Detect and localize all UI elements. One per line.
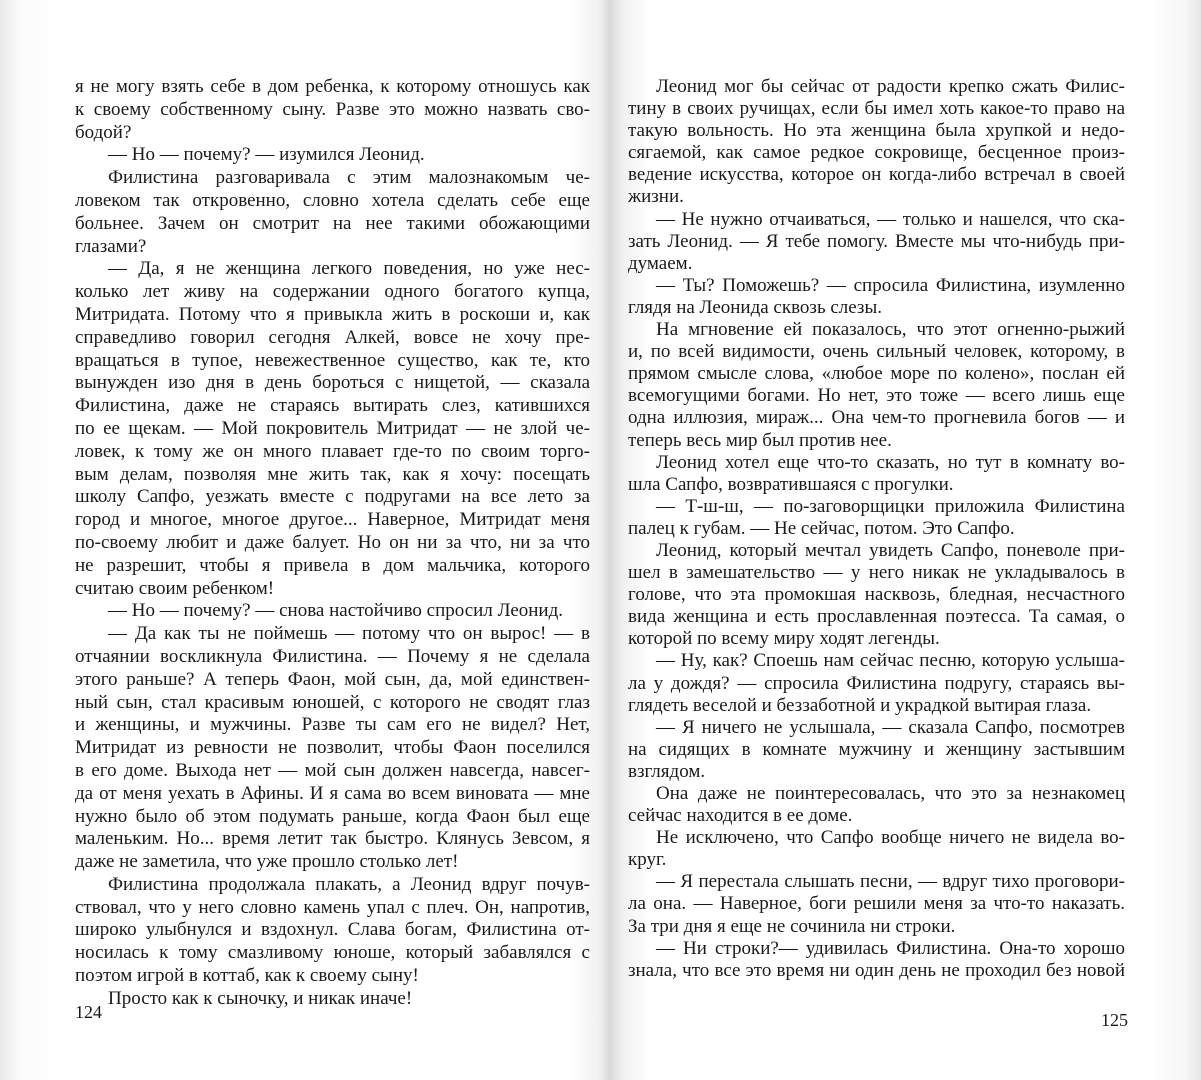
text-line: отчаянии воскликнула Филистина. — Почему я не сделала: [75, 645, 590, 667]
text-line: носилась к тому смазливому юноше, который забавлялся с: [75, 942, 590, 964]
text-line: на сидящих в комнате мужчину и женщину застывшим: [628, 738, 1125, 760]
text-line: — Да как ты не поймешь — потому что он вырос! — в: [108, 623, 590, 645]
text-line: вращаться в тупое, невежественное существо, как те, кто: [75, 349, 590, 371]
text-line: даже не заметила, что уже прошло столько лет!: [75, 851, 459, 873]
text-line: вида женщина и есть прославленная поэтесса. Та самая, о: [628, 606, 1125, 628]
text-line: — Но — почему? — снова настойчиво спросил Леонид.: [108, 600, 564, 622]
text-line: Филистина продолжала плакать, а Леонид вдруг почув-: [108, 873, 590, 895]
paragraph: [628, 540, 1125, 650]
text-line: шла Сапфо, возвратившаяся с прогулки.: [628, 473, 954, 495]
text-line: — Не нужно отчаиваться, — только и нашелся, что ска-: [656, 208, 1125, 230]
text-line: глазами?: [75, 235, 147, 257]
text-line: — Я перестала слышать песни, — вдруг тихо проговори-: [656, 871, 1125, 893]
text-line: Леонид мог бы сейчас от радости крепко сжать Филис-: [656, 76, 1125, 97]
text-line: — Ну, как? Споешь нам сейчас песню, которую услыша-: [656, 650, 1125, 672]
text-line: в его доме. Выхода нет — мой сын должен навсегда, навсег-: [75, 759, 590, 781]
text-line: школу Сапфо, уезжать вместе с подругами на все лето за: [75, 486, 590, 508]
text-line: нужно было об этом подумать раньше, когда Фаон был еще: [75, 805, 590, 827]
text-line: одна иллюзия, мираж... Она чем-то прогневила богов — и: [628, 407, 1125, 429]
paragraph: [628, 783, 1125, 827]
text-line: круг.: [628, 849, 667, 871]
text-line: считаю своим ребенком!: [75, 577, 275, 599]
paragraph: [628, 871, 1125, 937]
paragraph: [75, 600, 590, 623]
right-page-text: [628, 76, 1125, 982]
text-line: да от меня уехать в Афины. И я сама во всем виновата — мне: [75, 782, 590, 804]
text-line: — Ни строки?— удивилась Филистина. Она-то хорошо: [656, 937, 1125, 959]
text-line: — Но — почему? — изумился Леонид.: [108, 144, 425, 166]
text-line: больнее. Зачем он смотрит на нее такими обожающими: [75, 212, 590, 234]
text-line: глядеть веселой и беззаботной и украдкой вытирая глаза.: [628, 694, 1092, 716]
text-line: Митридат из ревности не позволит, чтобы Фаон поселился: [75, 737, 590, 759]
text-line: ствовал, что у него словно камень упал с плеч. Он, напротив,: [75, 896, 590, 918]
text-line: колько лет живу на содержании одного богатого купца,: [75, 281, 590, 303]
text-line: я не могу взять себе в дом ребенка, к которому отношусь как: [75, 76, 590, 97]
text-line: Она даже не поинтересовалась, что это за незнакомец: [656, 783, 1125, 804]
text-line: думаем.: [628, 252, 693, 274]
text-line: бодой?: [75, 121, 132, 143]
left-page-text: [75, 76, 590, 1011]
text-line: всемогущими богами. Но нет, это тоже — всего лишь еще: [628, 385, 1125, 407]
text-line: — Я ничего не услышала, — сказала Сапфо, посмотрев: [656, 716, 1125, 738]
text-line: Леонид, который мечтал увидеть Сапфо, поневоле при-: [656, 539, 1125, 561]
text-line: и женщины, и мужчины. Разве ты сам его не видел? Нет,: [75, 714, 590, 736]
paragraph: [628, 319, 1125, 452]
paragraph: [75, 144, 590, 167]
text-line: ла у дождя? — спросила Филистина подругу, стараясь вы-: [628, 672, 1125, 694]
paragraph: [628, 275, 1125, 319]
paragraph: [75, 623, 590, 874]
text-line: к своему собственному сыну. Разве это можно назвать сво-: [75, 98, 590, 120]
text-line: Митридата. Потому что я привыкла жить в роскоши и, как: [75, 303, 590, 325]
paragraph: [628, 938, 1125, 982]
text-line: жизни.: [628, 186, 684, 208]
text-line: вым делам, позволяя мне жить так, как я хочу: посещать: [75, 463, 590, 485]
text-line: этого раньше? А теперь Фаон, мой сын, да, мой единствен-: [75, 668, 590, 690]
text-line: такую вольность. Но эта женщина была хрупкой и недо-: [628, 120, 1125, 142]
text-line: взглядом.: [628, 760, 706, 782]
text-line: Леонид хотел еще что-то сказать, но тут в комнату во-: [656, 451, 1125, 473]
text-line: Филистина разговаривала с этим малознакомым че-: [108, 167, 590, 189]
text-line: голове, что эта промокшая насквозь, бледная, несчастного: [628, 584, 1125, 606]
text-line: Не исключено, что Сапфо вообще ничего не видела во-: [656, 827, 1125, 849]
page-number-right: 125: [1101, 1010, 1128, 1030]
text-line: сейчас находится в ее доме.: [628, 805, 853, 827]
text-line: справедливо говорил сегодня Алкей, вовсе не хочу пре-: [75, 326, 590, 348]
paragraph: [628, 76, 1125, 209]
text-line: поэтом игрой в коттаб, как к своему сыну!: [75, 965, 419, 987]
paragraph: [628, 496, 1125, 540]
paragraph: [75, 76, 590, 144]
text-line: ведение искусства, которое он когда-либо встречал в своей: [628, 164, 1125, 186]
text-line: — Да, я не женщина легкого поведения, но уже нес-: [108, 258, 590, 280]
text-line: не разрешит, чтобы я привела в дом мальчика, которого: [75, 554, 590, 576]
text-line: — Ты? Поможешь? — спросила Филистина, изумленно: [656, 274, 1125, 296]
text-line: глядя на Леонида сквозь слезы.: [628, 296, 882, 318]
text-line: ловеком так откровенно, словно хотела сделать себе еще: [75, 189, 590, 211]
text-line: город и многое, многое другое... Наверное, Митридат меня: [75, 509, 590, 531]
text-line: ный сын, стал красивым юношей, с которого не сводят глаз: [75, 691, 590, 713]
text-line: ла она. — Наверное, боги решили меня за что-то наказать.: [628, 893, 1125, 915]
page-number-left: 124: [75, 1002, 102, 1022]
paragraph: [75, 258, 590, 600]
paragraph: [75, 988, 590, 1011]
text-line: по-своему любит и даже балует. Но он ни за что, ни за что: [75, 531, 590, 553]
text-line: сягаемой, как самое редкое сокровище, бесценное произ-: [628, 142, 1125, 164]
text-line: прямом смысле слова, «любое море по колено», послан ей: [628, 363, 1125, 385]
text-line: палец к губам. — Не сейчас, потом. Это Сапфо.: [628, 517, 1015, 539]
text-line: На мгновение ей показалось, что этот огненно-рыжий: [656, 319, 1125, 341]
paragraph: [628, 209, 1125, 275]
text-line: Просто как к сыночку, и никак иначе!: [108, 987, 413, 1009]
text-line: по ее щекам. — Мой покровитель Митридат — не злой че-: [75, 417, 590, 439]
text-line: которой по всему миру ходят легенды.: [628, 628, 940, 650]
text-line: и, по всей видимости, очень сильный человек, которому, в: [628, 341, 1125, 363]
text-line: зать Леонид. — Я тебе помогу. Вместе мы что-нибудь при-: [628, 230, 1125, 252]
text-line: шел в замешательство — у него никак не укладывалось в: [628, 562, 1125, 584]
text-line: вынужден изо дня в день бороться с нищетой, — сказала: [75, 372, 590, 394]
text-line: ловек, к тому же он много плавает где-то по своим торго-: [75, 440, 590, 462]
paragraph: [628, 717, 1125, 783]
text-line: За три дня я еще не сочинила ни строки.: [628, 915, 956, 937]
text-line: теперь весь мир был против нее.: [628, 429, 892, 451]
text-line: широко улыбнулся и вздохнул. Слава богам, Филистина от-: [75, 919, 590, 941]
text-line: маленьким. Но... время летит так быстро. Клянусь Зевсом, я: [75, 828, 590, 850]
text-line: тину в своих ручищах, если бы имел хоть какое-то право на: [628, 98, 1125, 120]
paragraph: [628, 827, 1125, 871]
text-line: знала, что все это время ни один день не проходил без новой: [628, 959, 1125, 981]
paragraph: [75, 874, 590, 988]
paragraph: [628, 650, 1125, 716]
text-line: — Т-ш-ш, — по-заговорщицки приложила Филистина: [656, 495, 1125, 517]
paragraph: [628, 452, 1125, 496]
text-line: Филистина, даже не стараясь вытирать слез, катившихся: [75, 395, 590, 417]
paragraph: [75, 167, 590, 258]
